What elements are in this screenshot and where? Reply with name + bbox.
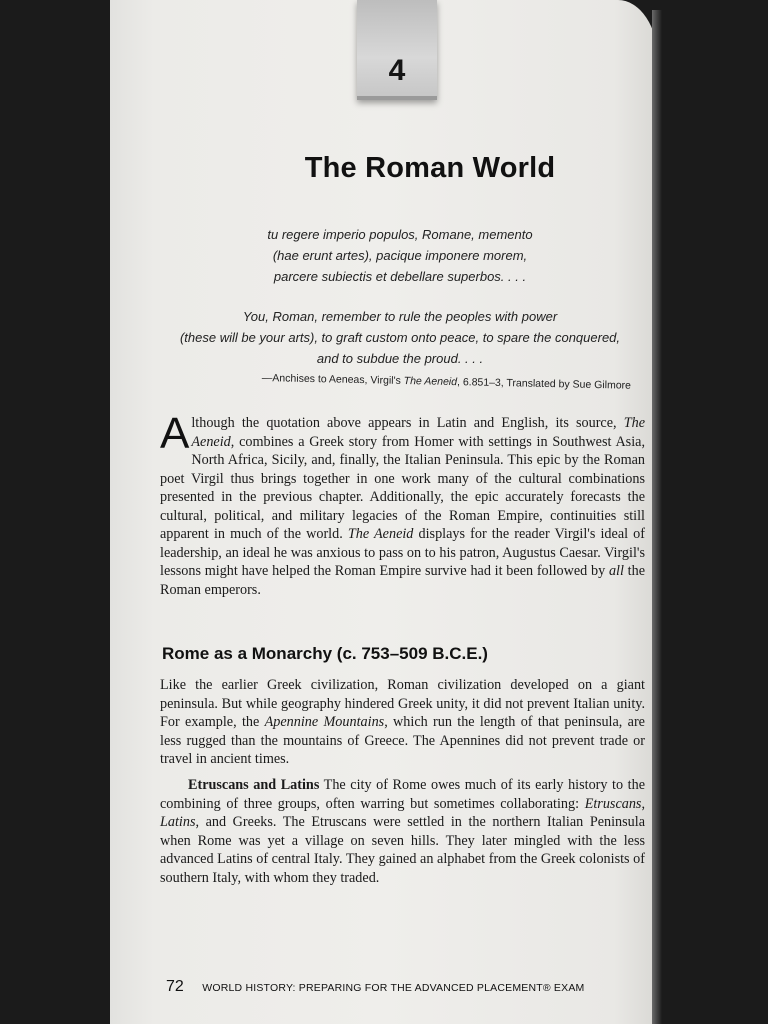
run-in-heading: Etruscans and Latins xyxy=(188,777,320,793)
intro-text-4: the Roman emperors. xyxy=(160,563,645,598)
epigraph-english-line: and to subdue the proud. . . . xyxy=(316,351,484,366)
para1-text-b: , which run the length of that peninsula, are less rugged than the mountains of Greece. The Apennines did not prevent trade or travel in ancient times. xyxy=(160,714,645,767)
epigraph-english-line: You, Roman, remember to rule the peoples with power xyxy=(242,309,558,324)
chapter-title: The Roman World xyxy=(304,152,556,184)
para2-text-b: , and Greeks. The Etruscans were settled in the northern Italian Peninsula when Rome was yet a village on seven hills. They later mingled with the less advanced Latins of central Italy. They gained an alphabet from the Greek colonists of southern Italy, with whom they traded. xyxy=(160,814,645,886)
chapter-tab xyxy=(357,0,437,100)
intro-paragraph xyxy=(160,409,645,599)
epigraph-latin-line: tu regere imperio populos, Romane, memento xyxy=(267,227,533,242)
epigraph-latin xyxy=(140,224,660,287)
intro-text-2: , combines a Greek story from Homer with settings in Southwest Asia, North Africa, Sicily, and, finally, the Italian Peninsula. This epic by the Roman poet Virgil thus brings together in one work many of the cultural combinations presented in the previous chapter. Additionally, the epic accurately forecasts the cultural, political, and military legacies of the Roman Empire, continuities still apparent in much of the world. xyxy=(160,433,645,542)
intro-text-3: displays for the reader Virgil's ideal of leadership, an ideal he was anxious to pass on to his patron, Augustus Caesar. Virgil's lessons might have helped the Roman Empire survive had it been followed by xyxy=(160,526,645,579)
para1-text-a: Like the earlier Greek civilization, Roman civilization developed on a giant peninsula. But while geography hindered Greek unity, it did not prevent Italian unity. For example, the xyxy=(160,677,645,730)
attribution-work: The Aeneid xyxy=(403,374,458,389)
page-number: 72 xyxy=(166,978,184,995)
attribution-suffix: , 6.851–3, Translated by Sue Gilmore xyxy=(456,376,632,392)
section-paragraph-1 xyxy=(160,676,645,769)
epigraph-english-line: (these will be your arts), to graft custom onto peace, to spare the conquered, xyxy=(179,330,621,345)
book-title: WORLD HISTORY: PREPARING FOR THE ADVANCED PLACEMENT® EXAM xyxy=(202,982,585,994)
intro-emphasis: all xyxy=(608,563,624,579)
intro-title-2: The Aeneid xyxy=(347,526,414,542)
intro-text-1: lthough the quotation above appears in Latin and English, its source, xyxy=(191,415,624,431)
epigraph-latin-line: (hae erunt artes), pacique imponere morem, xyxy=(272,248,528,263)
attribution-prefix: —Anchises to Aeneas, Virgil's xyxy=(261,372,404,387)
drop-cap: A xyxy=(160,409,190,458)
para2-emphasis-1: Etruscans xyxy=(584,795,642,812)
para1-emphasis: Apennine Mountains xyxy=(264,714,385,730)
section-heading: Rome as a Monarchy (c. 753–509 B.C.E.) xyxy=(162,644,488,663)
para2-text-a: The city of Rome owes much of its early history to the combining of three groups, often warring but sometimes collaborating: xyxy=(160,777,645,812)
para2-emphasis-2: Latins xyxy=(160,814,196,830)
section-paragraph-2 xyxy=(160,776,645,887)
intro-title-1: The Aeneid xyxy=(191,415,645,450)
page-footer xyxy=(166,978,646,996)
chapter-number: 4 xyxy=(388,54,406,87)
epigraph-english xyxy=(140,306,660,369)
para2-separator: , xyxy=(641,795,645,812)
epigraph-latin-line: parcere subiectis et debellare superbos. . . . xyxy=(273,269,527,284)
